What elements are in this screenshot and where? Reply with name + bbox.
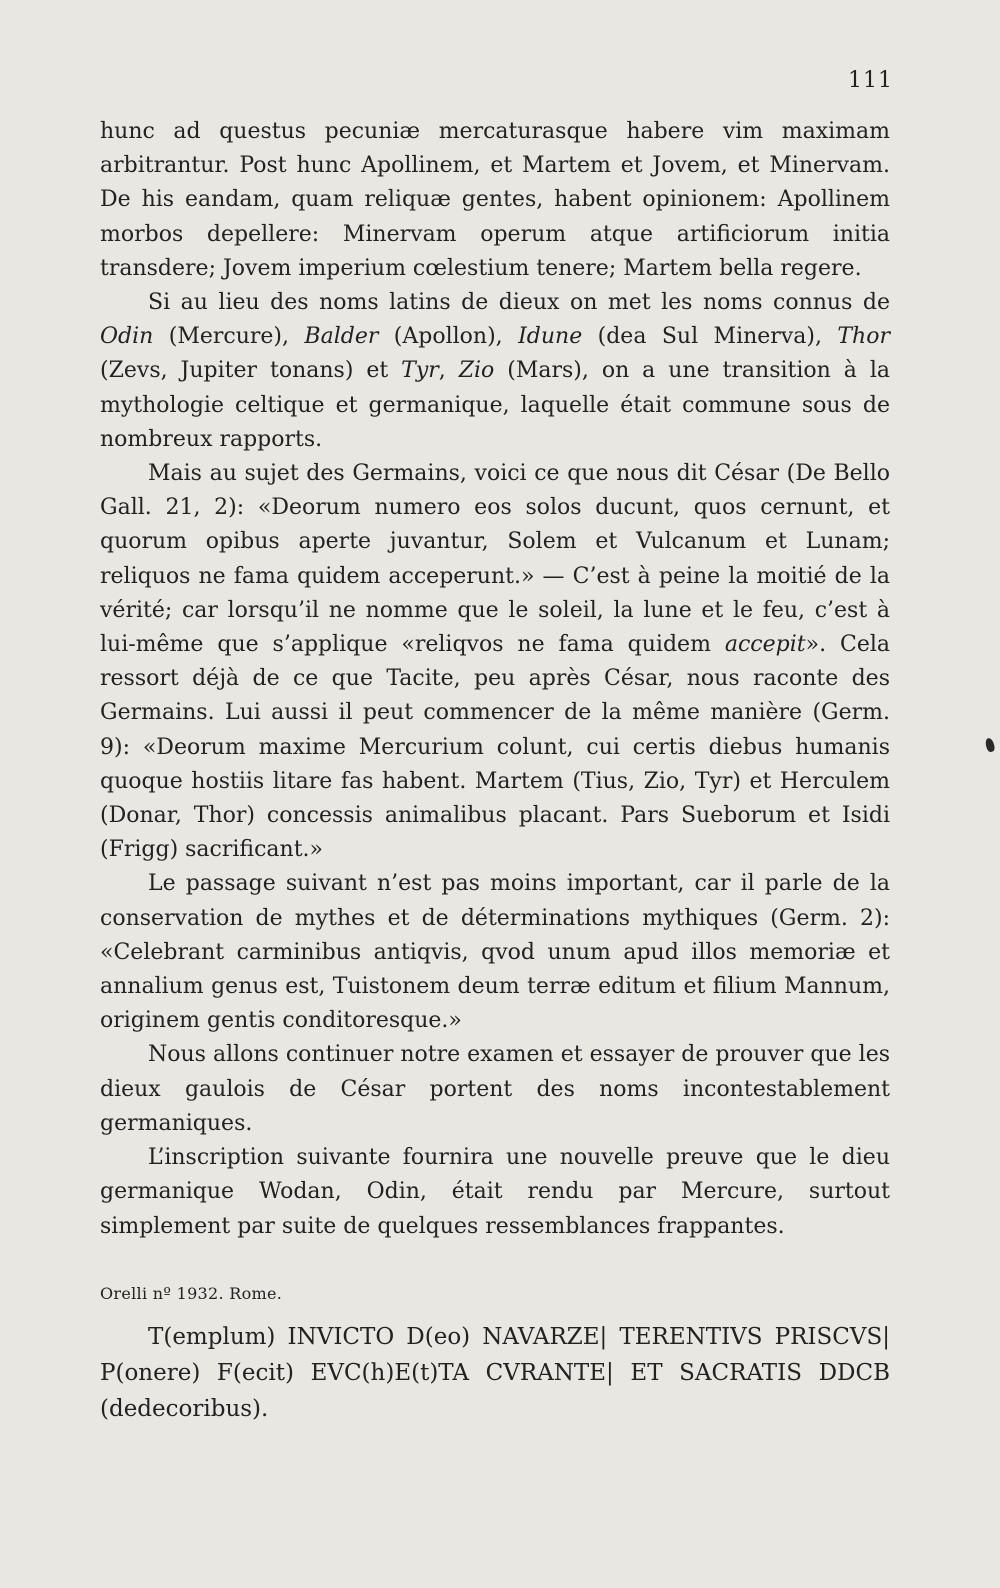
italic-name-balder: Balder bbox=[304, 324, 379, 350]
ink-blot-mark bbox=[984, 737, 995, 753]
paragraph-tacitus-passage: Le passage suivant n’est pas moins important, car il parle de la conservation de mythes et de déterminations mythiques (Germ. 2): «Celebrant carminibus antiqvis, qvod unum apud illos memoriæ et annalium genus est, Tuistonem deum terræ editum et filium Mannum, originem gentis conditoresque.» bbox=[100, 871, 890, 1034]
italic-name-thor: Thor bbox=[837, 324, 890, 350]
text-run: (Mercure), bbox=[153, 324, 305, 350]
paragraph-latin-quote: hunc ad questus pecuniæ mercaturasque habere vim maximam arbitrantur. Post hunc Apollinem, et Martem et Jovem, et Minervam. De his eandam, quam reliquæ gentes, habent opinionem: Apollinem morbos depellere: Minervam operum atque artificiorum initia transdere; Jovem imperium cœlestium tenere; Martem bella regere. bbox=[100, 119, 890, 281]
text-run: (Zevs, Jupiter tonans) et bbox=[100, 358, 402, 384]
text-run: (dea Sul Minerva), bbox=[582, 324, 838, 350]
italic-name-tyr: Tyr bbox=[401, 358, 439, 384]
text-run: (Mars), on a une transition à la mythologie celtique et germanique, laquelle était commune sous de nombreux rapports. bbox=[100, 358, 890, 452]
text-run: (Apollon), bbox=[378, 324, 519, 350]
italic-name-zio: Zio bbox=[458, 358, 495, 384]
paragraph-gods-names bbox=[100, 286, 890, 457]
italic-name-idune: Idune bbox=[518, 324, 583, 350]
italic-word-accepit: accepit bbox=[724, 632, 806, 658]
paragraph-continue-exam: Nous allons continuer notre examen et essayer de prouver que les dieux gaulois de César portent des noms incontestablement germaniques. bbox=[100, 1042, 890, 1136]
paragraph-caesar-germans bbox=[100, 457, 890, 867]
paragraph-inscription-intro: L’inscription suivante fournira une nouvelle preuve que le dieu germanique Wodan, Odin, était rendu par Mercure, surtout simplement par suite de quelques ressemblances frappantes. bbox=[100, 1145, 890, 1239]
text-run: , bbox=[438, 358, 459, 384]
inscription-body: T(emplum) INVICTO D(eo) NAVARZE| TERENTIVS PRISCVS| P(onere) F(ecit) EVC(h)E(t)TA CVRANTE| ET SACRATIS DDCB (dedecoribus). bbox=[100, 1323, 890, 1422]
page-number: 111 bbox=[848, 68, 893, 93]
text-run: Mais au sujet des Germains, voici ce que nous dit César (De Bello Gall. 21, 2): «Deorum numero eos solos ducunt, quos cernunt, et quorum opibus aperte juvantur, Solem et Vulcanum et Lunam; reliquos ne fama quidem acceperunt.» — C’est à peine la moitié de la vérité; car lorsqu’il ne nomme que le soleil, la lune et le feu, c’est à lui-même que s’applique «reliqvos ne fama quidem bbox=[100, 461, 890, 658]
text-run: Si au lieu des noms latins de dieux on met les noms connus de bbox=[148, 290, 890, 316]
inscription-text bbox=[100, 1319, 890, 1427]
text-run: ». Cela ressort déjà de ce que Tacite, peu après César, nous raconte des Germains. Lui aussi il peut commencer de la même manière (Germ. 9): «Deorum maxime Mercurium colunt, cui certis diebus humanis quoque hostiis litare fas habent. Martem (Tius, Zio, Tyr) et Herculem (Donar, Thor) concessis animalibus placant. Pars Sueborum et Isidi (Frigg) sacrificant.» bbox=[100, 632, 890, 863]
italic-name-odin: Odin bbox=[100, 324, 154, 350]
source-reference: Orelli nº 1932. Rome. bbox=[100, 1283, 283, 1303]
